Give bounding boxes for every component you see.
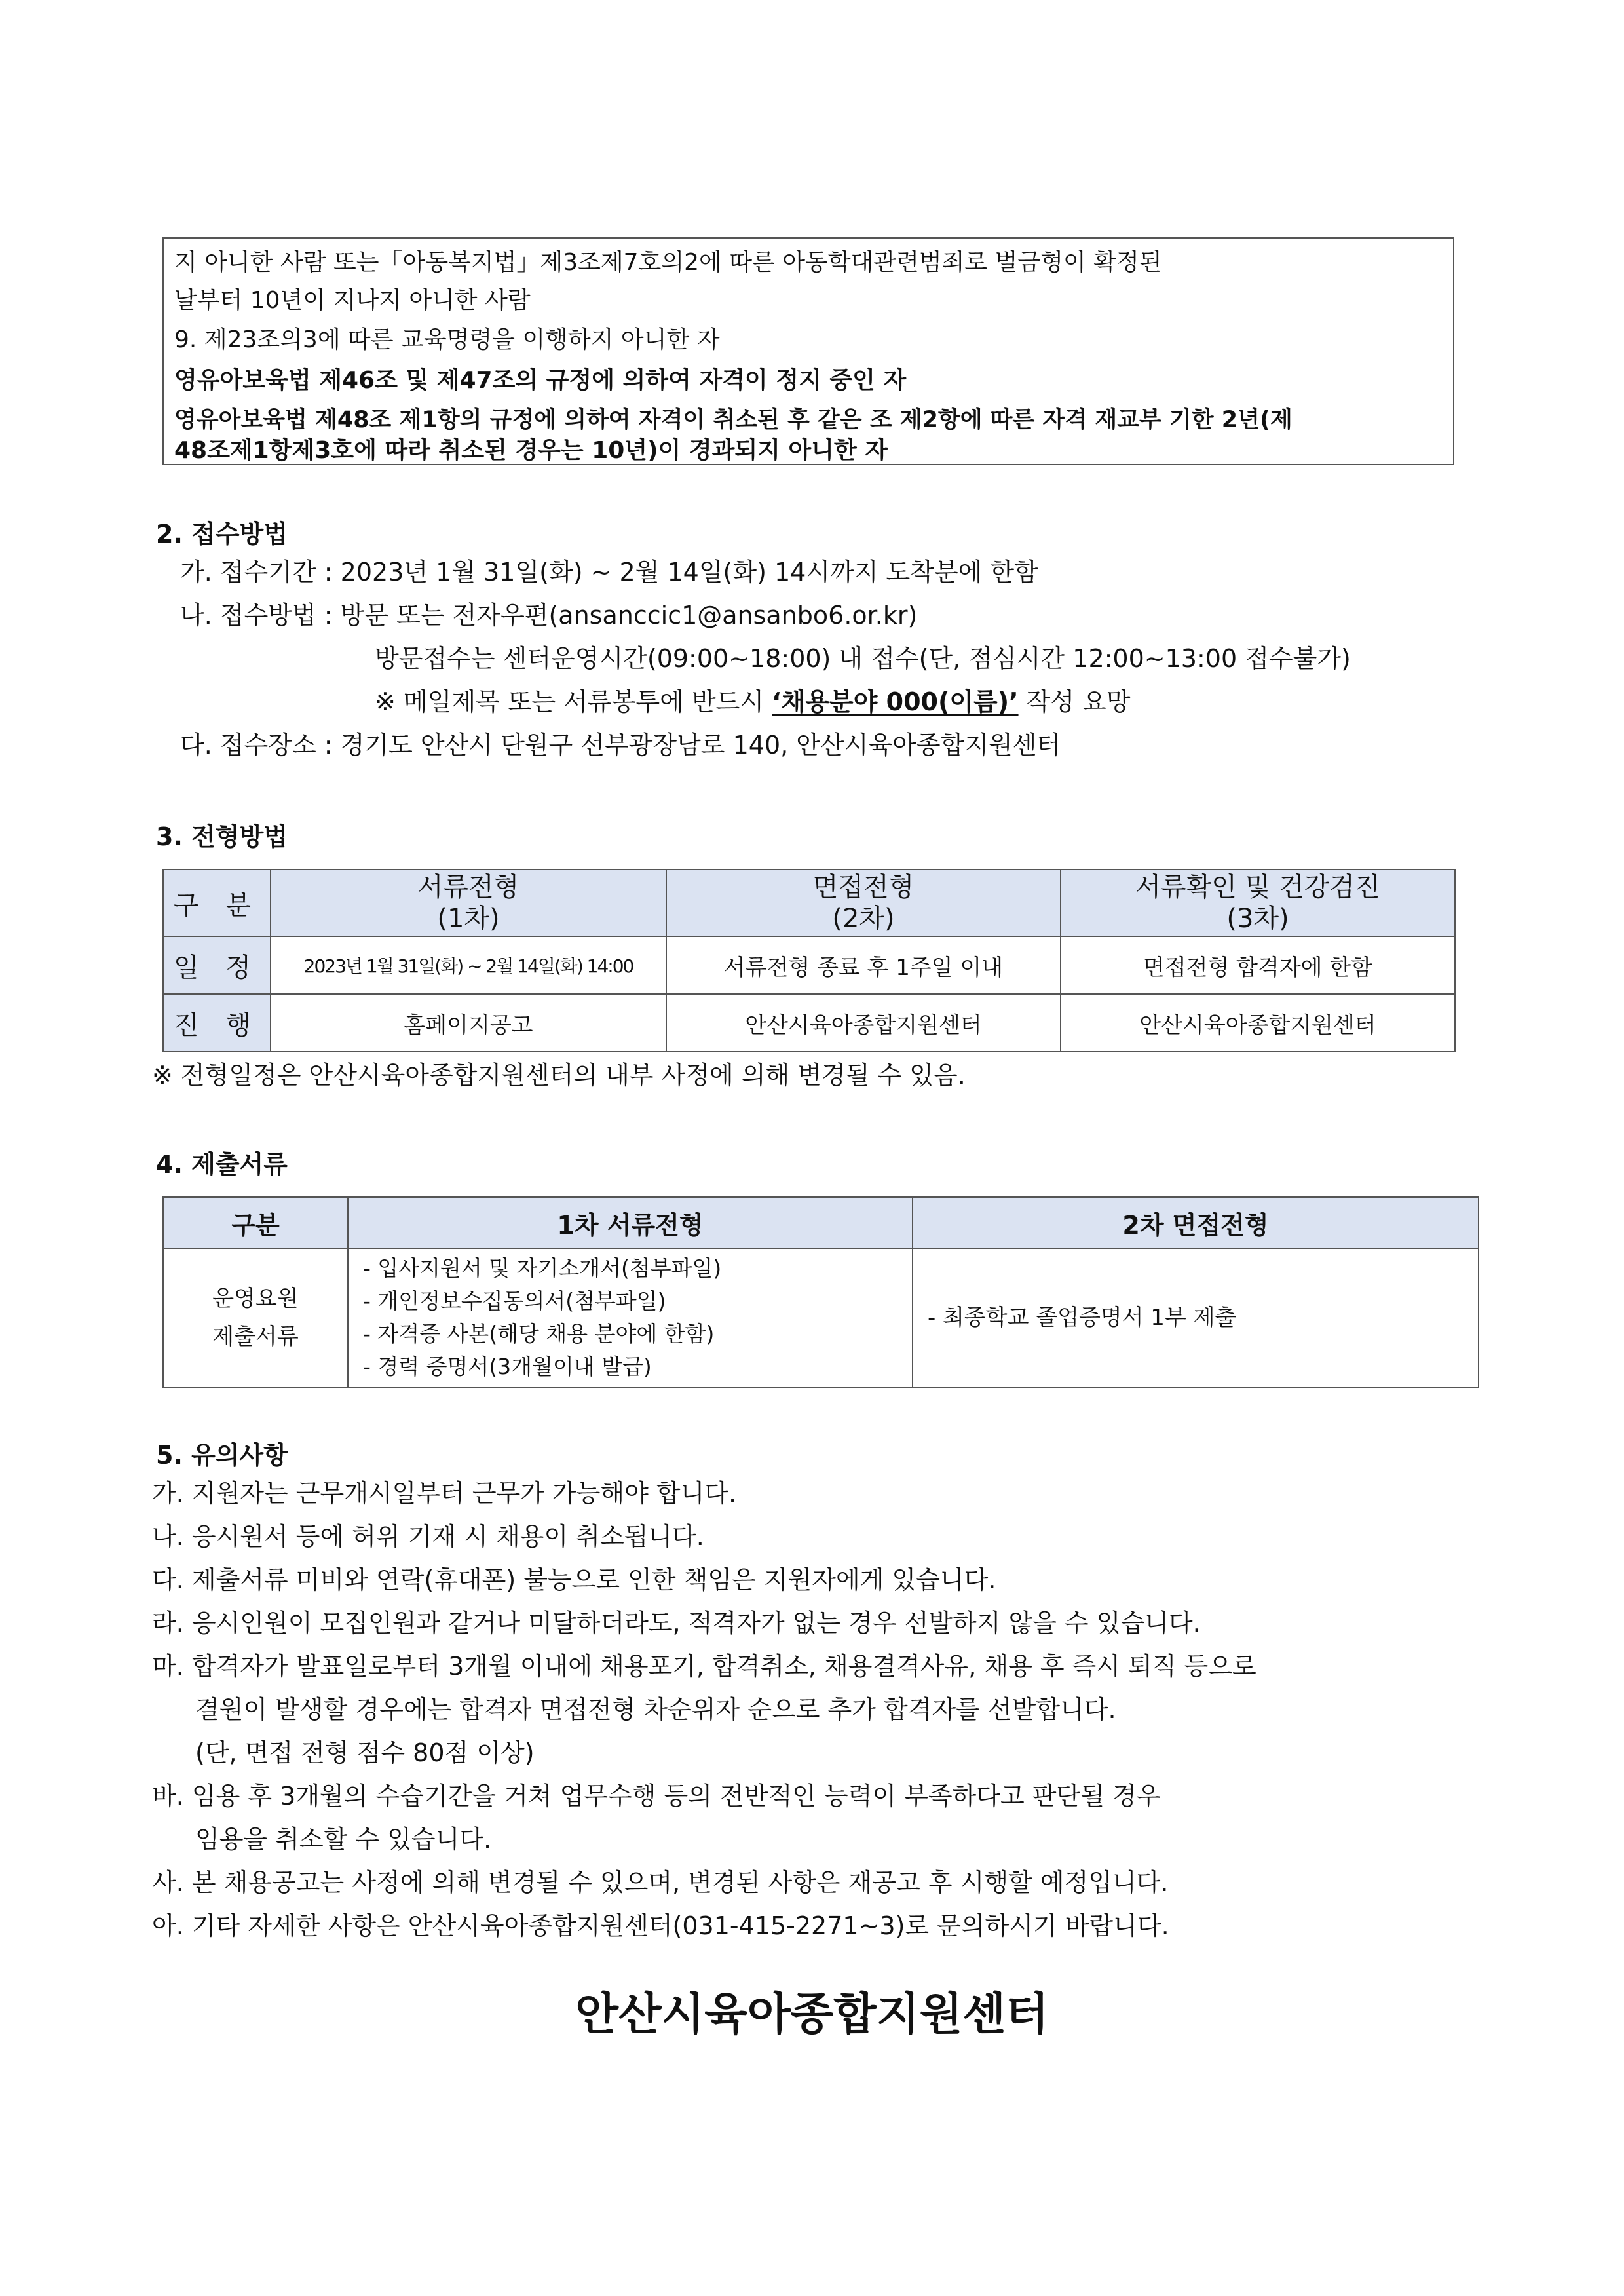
schedule-stage1: 2023년 1월 31일(화) ~ 2월 14일(화) 14:00 [271,936,666,994]
table-row [163,994,1455,1052]
eligibility-line: 9. 제23조의3에 따른 교육명령을 이행하지 아니한 자 [174,326,720,353]
table-header-row [163,1197,1479,1248]
selection-table [162,869,1456,1052]
header-stage3: 서류확인 및 건강검진 (3차) [1061,870,1455,936]
list-item: 바. 임용 후 3개월의 수습기간을 거쳐 업무수행 등의 전반적인 능력이 부족하다고 판단될 경우 [152,1782,1161,1810]
reception-period: 가. 접수기간 : 2023년 1월 31일(화) ~ 2월 14일(화) 14시까지 도착분에 한함 [180,558,1038,586]
table-row [163,936,1455,994]
row-label-schedule: 일 정 [163,936,271,994]
section-4-heading: 4. 제출서류 [156,1150,288,1179]
schedule-stage3: 면접전형 합격자에 한함 [1061,936,1455,994]
organization-name: 안산시육아종합지원센터 [575,1989,1049,2040]
header-interview: 2차 면접전형 [913,1197,1479,1248]
eligibility-line: 영유아보육법 제46조 및 제47조의 규정에 의하여 자격이 정지 중인 자 [174,367,907,394]
document-list [348,1248,913,1387]
list-item: 다. 제출서류 미비와 연락(휴대폰) 불능으로 인한 책임은 지원자에게 있습니다. [152,1565,996,1594]
header-stage1: 서류전형 (1차) [271,870,666,936]
eligibility-line: 영유아보육법 제48조 제1항의 규정에 의하여 자격이 취소된 후 같은 조 제2항에 따른 자격 재교부 기한 2년(제 [174,407,1293,433]
documents-table [162,1196,1479,1388]
header-stage2: 면접전형 (2차) [666,870,1061,936]
email-subject-note [375,680,1131,723]
header-document-screening: 1차 서류전형 [348,1197,913,1248]
table-header-row [163,870,1455,936]
row-label-progress: 진 행 [163,994,271,1052]
eligibility-line: 지 아니한 사람 또는「아동복지법」제3조제7호의2에 따른 아동학대관련범죄로 벌금형이 확정된 [174,249,1162,276]
note-suffix: 작성 요망 [1018,687,1131,716]
list-item: 임용을 취소할 수 있습니다. [195,1825,492,1854]
section-2-heading: 2. 접수방법 [156,520,288,548]
progress-stage1: 홈페이지공고 [271,994,666,1052]
list-item: 결원이 발생할 경우에는 합격자 면접전형 차순위자 순으로 추가 합격자를 선발합니다. [195,1695,1116,1724]
eligibility-line: 48조제1항제3호에 따라 취소된 경우는 10년)이 경과되지 아니한 자 [174,437,888,464]
list-item: - 경력 증명서(3개월이내 발급) [363,1354,652,1379]
list-item: 나. 응시원서 등에 허위 기재 시 채용이 취소됩니다. [152,1522,704,1551]
notice-list [152,1472,1256,1947]
progress-stage3: 안산시육아종합지원센터 [1061,994,1455,1052]
list-item: - 개인정보수집동의서(첨부파일) [363,1288,666,1314]
eligibility-box [162,237,1454,465]
list-item: 마. 합격자가 발표일로부터 3개월 이내에 채용포기, 합격취소, 채용결격사유, 채용 후 즉시 퇴직 등으로 [152,1652,1256,1681]
reception-method: 나. 접수방법 : 방문 또는 전자우편(ansanccic1@ansanbo6.or.kr) [180,601,918,630]
section-5-heading: 5. 유의사항 [156,1441,288,1470]
list-item: - 입사지원서 및 자기소개서(첨부파일) [363,1255,722,1281]
progress-stage2: 안산시육아종합지원센터 [666,994,1061,1052]
list-item: 아. 기타 자세한 사항은 안산시육아종합지원센터(031-415-2271~3)로 문의하시기 바랍니다. [152,1911,1169,1940]
section-3-heading: 3. 전형방법 [156,822,288,851]
list-item: 가. 지원자는 근무개시일부터 근무가 가능해야 합니다. [152,1479,737,1508]
header-category: 구 분 [163,870,271,936]
eligibility-line: 날부터 10년이 지나지 아니한 사람 [174,287,531,314]
list-item: 라. 응시인원이 모집인원과 같거나 미달하더라도, 적격자가 없는 경우 선발하지 않을 수 있습니다. [152,1609,1201,1637]
table-row [163,1248,1479,1387]
reception-place: 다. 접수장소 : 경기도 안산시 단원구 선부광장남로 140, 안산시육아종합지원센터 [180,731,1061,759]
note-emphasis: ‘채용분야 000(이름)’ [772,687,1019,716]
list-item: - 자격증 사본(해당 채용 분야에 한함) [363,1321,715,1347]
schedule-stage2: 서류전형 종료 후 1주일 이내 [666,936,1061,994]
row-label-staff-docs: 운영요원 제출서류 [163,1248,348,1387]
visit-hours: 방문접수는 센터운영시간(09:00~18:00) 내 접수(단, 점심시간 12:00~13:00 접수불가) [375,644,1351,673]
list-item: (단, 면접 전형 점수 80점 이상) [195,1738,535,1767]
schedule-change-note: ※ 전형일정은 안산시육아종합지원센터의 내부 사정에 의해 변경될 수 있음. [152,1061,966,1090]
note-prefix: ※ 메일제목 또는 서류봉투에 반드시 [375,687,772,716]
header-category: 구분 [163,1197,348,1248]
list-item: 사. 본 채용공고는 사정에 의해 변경될 수 있으며, 변경된 사항은 재공고 후 시행할 예정입니다. [152,1868,1169,1897]
interview-documents: - 최종학교 졸업증명서 1부 제출 [913,1248,1479,1387]
